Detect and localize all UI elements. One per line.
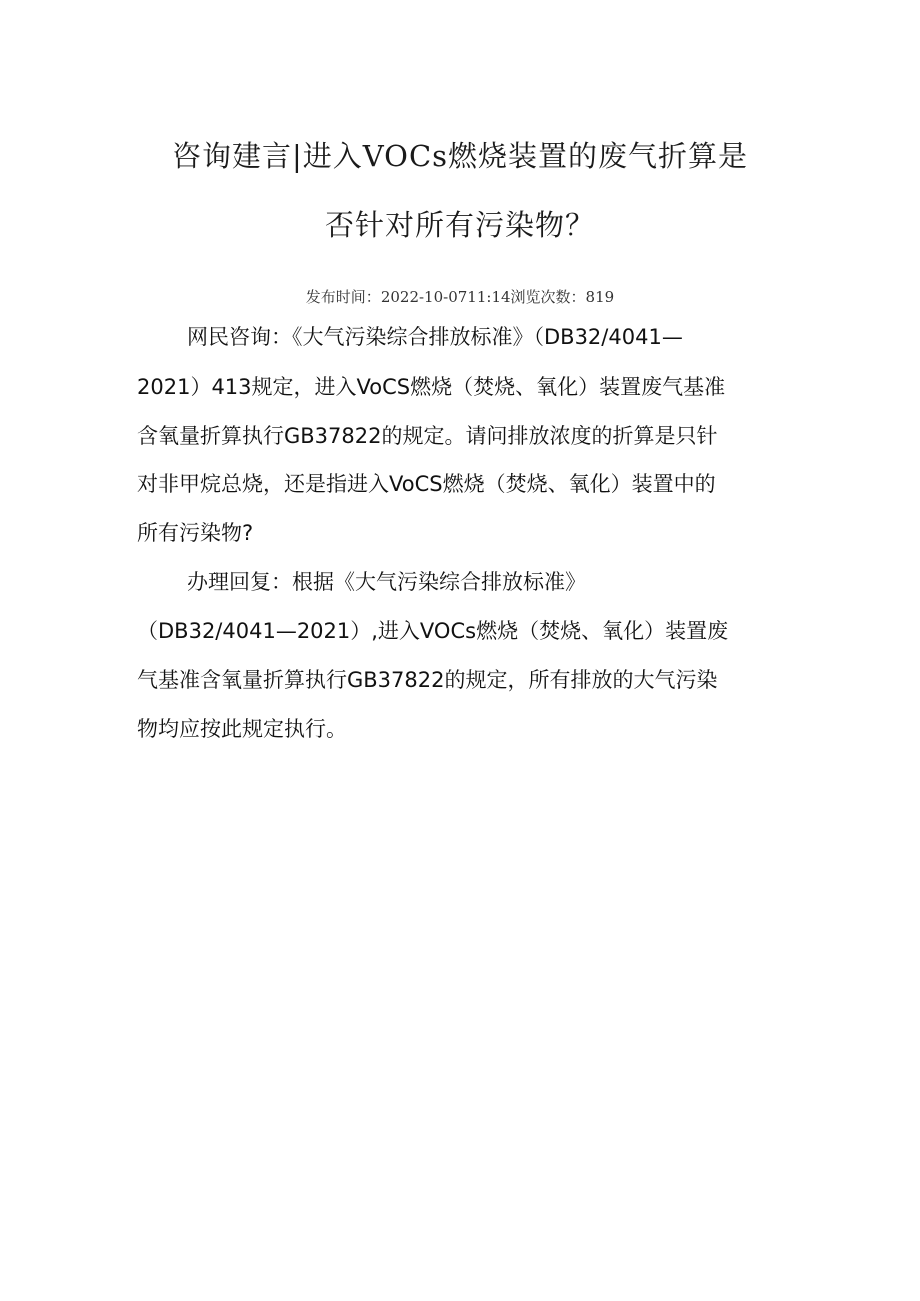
question-line: 2021）413规定，进入VoCS燃烧（焚烧、氧化）装置废气基准 (137, 375, 726, 399)
reply-line: 气基准含氧量折算执行GB37822的规定，所有排放的大气污染 (137, 668, 718, 692)
reply-line: （DB32/4041—2021）,进入VOCs燃烧（焚烧、氧化）装置废 (137, 619, 729, 643)
question-line: 对非甲烷总烧，还是指进入VoCS燃烧（焚烧、氧化）装置中的 (137, 472, 716, 496)
views-label: 浏览次数： (510, 288, 586, 306)
question-line: 所有污染物? (137, 521, 254, 545)
page-title-line-2: 否针对所有污染物？ (324, 208, 595, 242)
question-line: 网民咨询：《大气污染综合排放标准》（DB32/4041— (187, 325, 683, 349)
reply-line: 办理回复：根据《大气污染综合排放标准》 (187, 570, 586, 594)
views-value: 819 (585, 288, 615, 306)
page-title-line-1: 咨询建言|进入VOCs燃烧装置的废气折算是 (171, 139, 749, 173)
published-value: 2022-10-0711:14 (380, 288, 511, 306)
question-line: 含氧量折算执行GB37822的规定。请问排放浓度的折算是只针 (137, 424, 718, 448)
publish-info (0, 286, 920, 307)
reply-line: 物均应按此规定执行。 (137, 717, 347, 741)
published-label: 发布时间： (305, 288, 381, 306)
